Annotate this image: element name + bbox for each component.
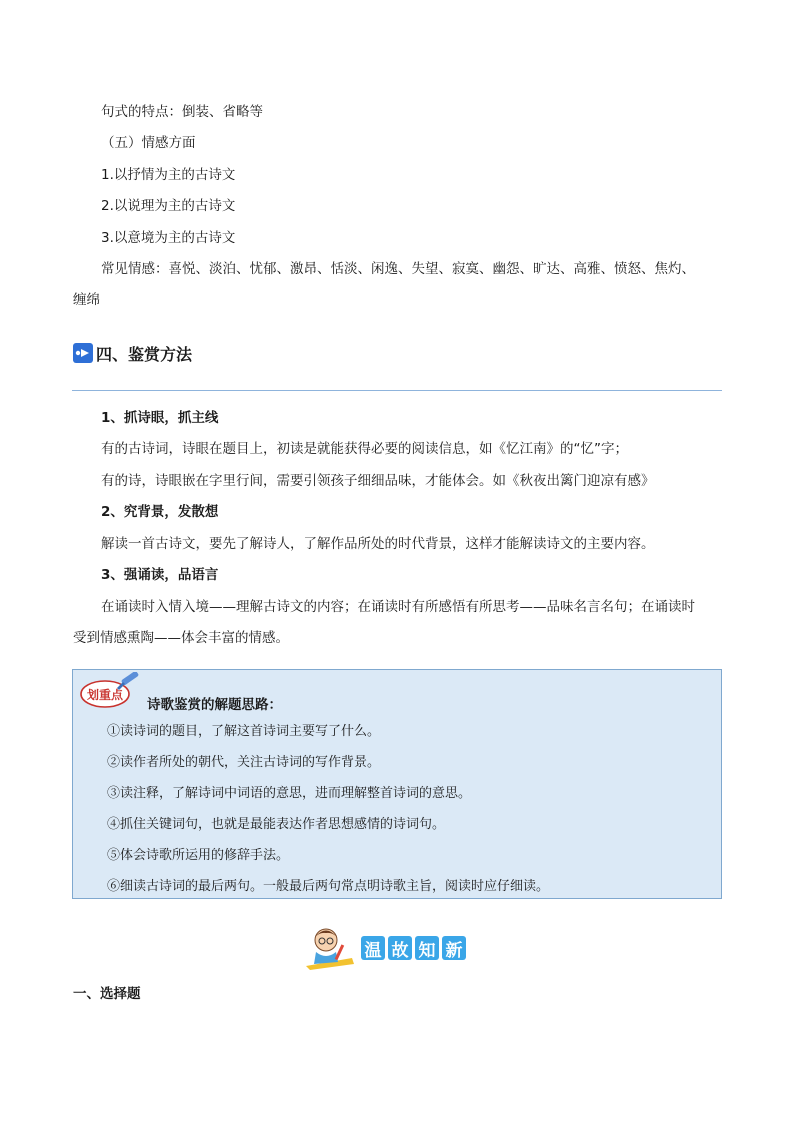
method-para-1a: 有的古诗词，诗眼在题目上，初读是就能获得必要的阅读信息，如《忆江南》的“忆”字； [101,441,628,457]
section-heading [73,342,192,364]
review-char: 新 [442,936,466,960]
keypoint-title: 诗歌鉴赏的解题思路： [147,697,282,713]
review-char: 故 [388,936,412,960]
emotion-list: 常见情感：喜悦、淡泊、忧郁、激昂、恬淡、闲逸、失望、寂寞、幽怨、旷达、高雅、愤怒、焦灼、 [101,261,695,277]
keypoint-item: ⑥细读古诗词的最后两句。一般最后两句常点明诗歌主旨，阅读时应仔细读。 [107,879,550,894]
emotion-list-cont: 缠绵 [73,292,100,308]
method-heading-1: 1、抓诗眼，抓主线 [101,410,219,426]
method-para-1b: 有的诗，诗眼嵌在字里行间，需要引领孩子细细品味，才能体会。如《秋夜出篱门迎凉有感》 [101,473,655,489]
intro-line-5: 3.以意境为主的古诗文 [101,230,236,246]
method-heading-3: 3、强诵读，品语言 [101,567,219,583]
keypoint-item: ③读注释，了解诗词中词语的意思，进而理解整首诗词的意思。 [107,786,472,801]
method-para-3b: 受到情感熏陶——体会丰富的情感。 [73,630,289,646]
method-para-3a: 在诵读时入情入境——理解古诗文的内容；在诵读时有所感悟有所思考——品味名言名句；在诵读时 [101,599,695,615]
keypoint-stamp-icon [77,672,143,710]
emotion-subheading: （五）情感方面 [101,135,196,151]
method-para-2: 解读一首古诗文，要先了解诗人，了解作品所处的时代背景，这样才能解读诗文的主要内容。 [101,536,655,552]
intro-line-4: 2.以说理为主的古诗文 [101,198,236,214]
review-banner [302,926,466,970]
keypoint-item: ⑤体会诗歌所运用的修辞手法。 [107,848,290,863]
intro-line-1: 句式的特点：倒装、省略等 [101,104,263,120]
svg-text:划重点: 划重点 [86,688,124,702]
exercise-heading: 一、选择题 [73,986,141,1002]
keypoint-item: ②读作者所处的朝代，关注古诗词的写作背景。 [107,755,381,770]
keypoint-item: ①读诗词的题目，了解这首诗词主要写了什么。 [107,724,381,739]
arrow-icon [73,343,93,363]
keypoint-item: ④抓住关键词句，也就是最能表达作者思想感情的诗词句。 [107,817,446,832]
review-char: 温 [361,936,385,960]
section-divider [72,390,722,391]
keypoint-box [72,669,722,899]
review-char: 知 [415,936,439,960]
method-heading-2: 2、究背景，发散想 [101,504,219,520]
student-reading-icon [302,926,358,970]
intro-line-3: 1.以抒情为主的古诗文 [101,167,236,183]
section-title: 四、鉴赏方法 [96,344,193,364]
